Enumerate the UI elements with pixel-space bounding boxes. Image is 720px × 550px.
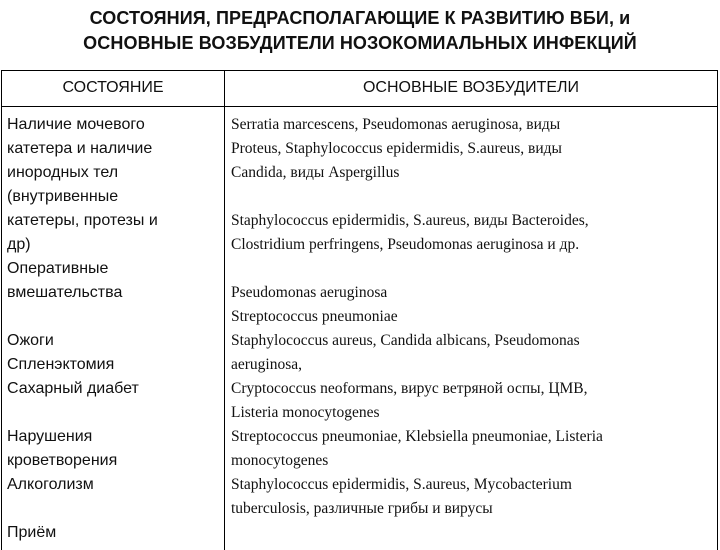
- page-title: [0, 6, 720, 56]
- column-divider: [224, 71, 225, 550]
- spacer: [7, 401, 222, 425]
- condition-line: катетера и наличие: [7, 140, 153, 157]
- pathogens-column: [231, 113, 715, 521]
- pathogen-line: Streptococcus pneumoniae, Klebsiella pneumoniae, Listeria: [231, 428, 603, 445]
- title-line-2: ОСНОВНЫЕ ВОЗБУДИТЕЛИ НОЗОКОМИАЛЬНЫХ ИНФЕКЦИЙ: [83, 33, 637, 53]
- pathogen-line: Staphylococcus epidermidis, S.aureus, виды Bacteroides,: [231, 212, 589, 229]
- pathogen-line: monocytogenes: [231, 452, 329, 469]
- conditions-pathogens-table: [1, 70, 718, 550]
- conditions-column: [7, 113, 222, 545]
- pathogen-line: aeruginosa,: [231, 356, 303, 373]
- condition-line: вмешательства: [7, 284, 123, 301]
- condition-line: катетеры, протезы и: [7, 212, 158, 229]
- pathogen-line: Streptococcus pneumoniae: [231, 308, 398, 325]
- pathogen-line: Clostridium perfringens, Pseudomonas aeruginosa и др.: [231, 236, 580, 253]
- condition-line: Ожоги: [7, 332, 54, 349]
- pathogen-line: Listeria monocytogenes: [231, 404, 380, 421]
- spacer: [7, 497, 222, 521]
- pathogen-line: Candida, виды Aspergillus: [231, 164, 400, 181]
- header-pathogens: ОСНОВНЫЕ ВОЗБУДИТЕЛИ: [362, 79, 580, 96]
- condition-line: Сахарный диабет: [7, 380, 139, 397]
- pathogen-line: Proteus, Staphylococcus epidermidis, S.aureus, виды: [231, 140, 562, 157]
- pathogen-line: Staphylococcus epidermidis, S.aureus, Mycobacterium: [231, 476, 572, 493]
- spacer: [231, 257, 715, 281]
- pathogen-line: tuberculosis, различные грибы и вирусы: [231, 500, 493, 517]
- condition-line: Нарушения: [7, 428, 93, 445]
- pathogen-line: Cryptococcus neoformans, вирус ветряной оспы, ЦМВ,: [231, 380, 588, 397]
- condition-line: Приём: [7, 524, 57, 541]
- condition-line: Наличие мочевого: [7, 116, 145, 133]
- pathogen-line: Staphylococcus aureus, Candida albicans, Pseudomonas: [231, 332, 580, 349]
- condition-line: Оперативные: [7, 260, 109, 277]
- header-condition: СОСТОЯНИЕ: [62, 79, 164, 96]
- condition-line: инородных тел: [7, 164, 119, 181]
- condition-line: Алкоголизм: [7, 476, 94, 493]
- condition-line: Спленэктомия: [7, 356, 115, 373]
- pathogen-line: Pseudomonas aeruginosa: [231, 284, 388, 301]
- condition-line: (внутривенные: [7, 188, 119, 205]
- condition-line: др): [7, 236, 31, 253]
- pathogen-line: Serratia marcescens, Pseudomonas aeruginosa, виды: [231, 116, 561, 133]
- title-line-1: СОСТОЯНИЯ, ПРЕДРАСПОЛАГАЮЩИЕ К РАЗВИТИЮ ВБИ, и: [89, 8, 631, 28]
- spacer: [7, 305, 222, 329]
- spacer: [231, 185, 715, 209]
- condition-line: кроветворения: [7, 452, 118, 469]
- header-divider: [2, 106, 717, 107]
